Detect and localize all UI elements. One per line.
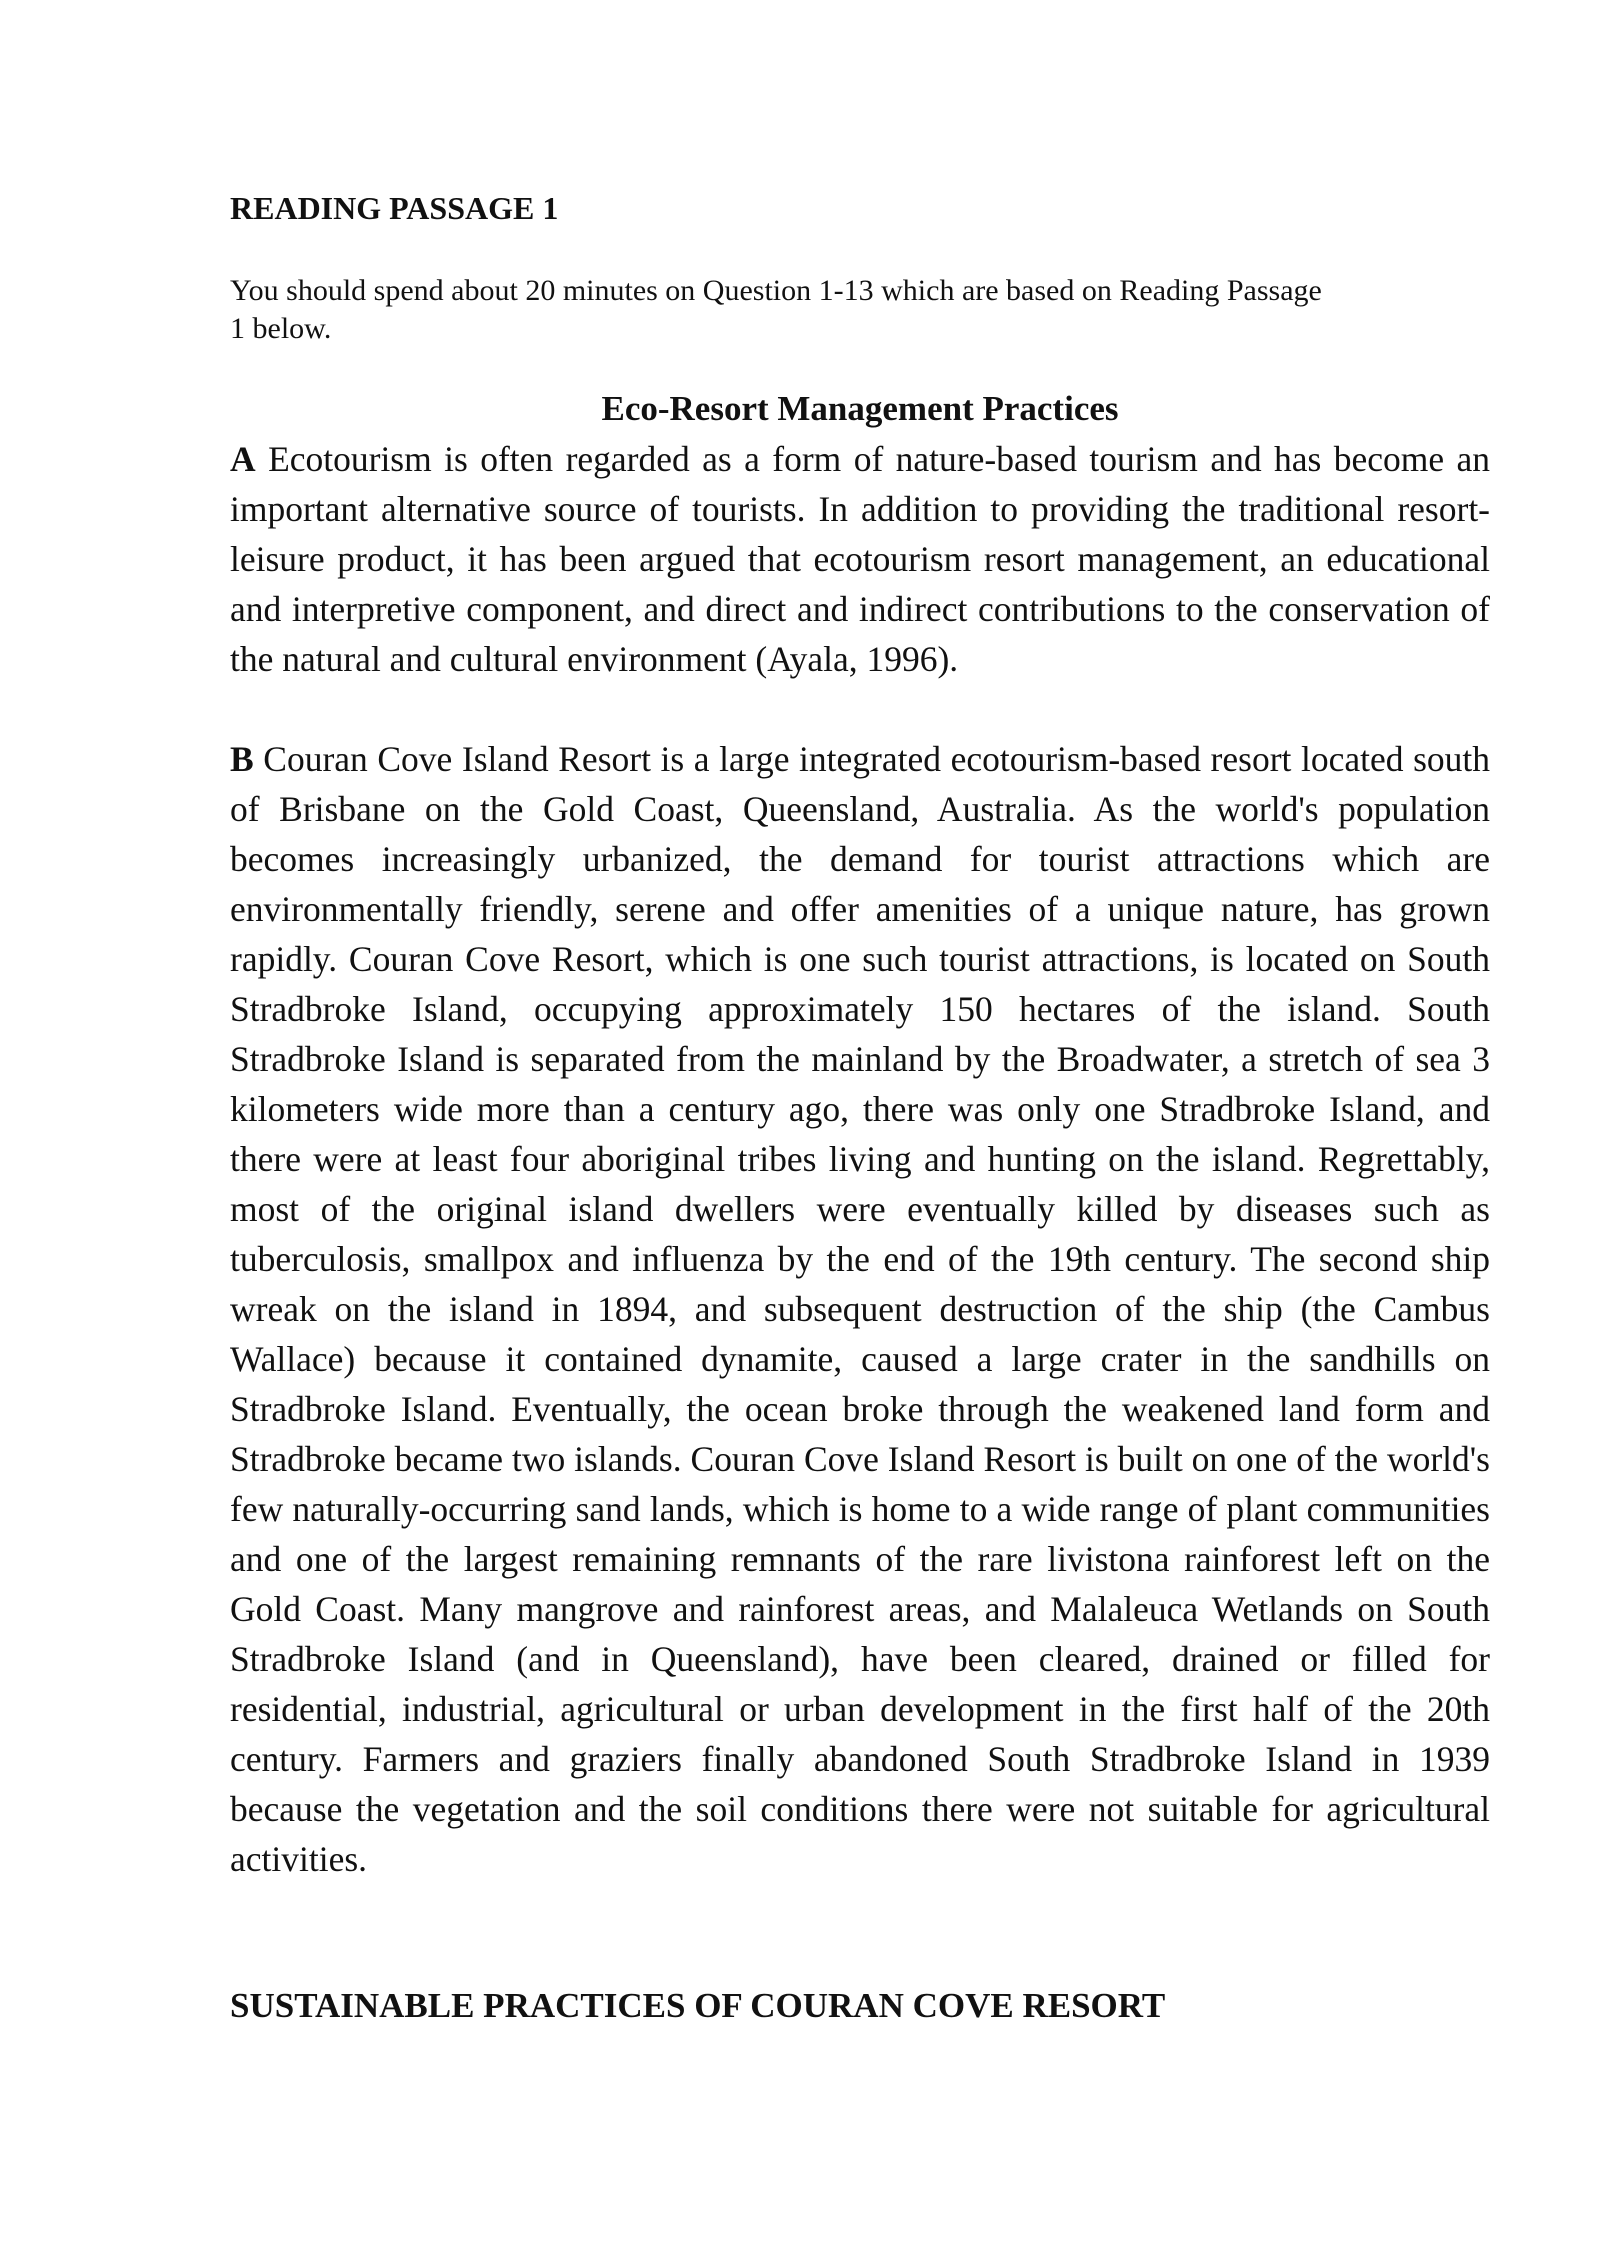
section-subheading: SUSTAINABLE PRACTICES OF COURAN COVE RESORT [230,1986,1166,2025]
paragraph-text: Couran Cove Island Resort is a large integrated ecotourism-based resort located south of Brisbane on the Gold Coast, Queensland, Australia. As the world's population becomes increasingly urbanized, the demand for tourist attractions which are environmentally friendly, serene and offer amenities of a unique nature, has grown rapidly. Couran Cove Resort, which is one such tourist attractions, is located on South Stradbroke Island, occupying approximately 150 hectares of the island. South Stradbroke Island is separated from the mainland by the Broadwater, a stretch of sea 3 kilometers wide more than a century ago, there was only one Stradbroke Island, and there were at least four aboriginal tribes living and hunting on the island. Regrettably, most of the original island dwellers were eventually killed by diseases such as tuberculosis, smallpox and influenza by the end of the 19th century. The second ship wreak on the island in 1894, and subsequent destruction of the ship (the Cambus Wallace) because it contained dynamite, caused a large crater in the sandhills on Stradbroke Island. Eventually, the ocean broke through the weakened land form and Stradbroke became two islands. Couran Cove Island Resort is built on one of the world's few naturally-occurring sand lands, which is home to a wide range of plant communities and one of the largest remaining remnants of the rare livistona rainforest left on the Gold Coast. Many mangrove and rainforest areas, and Malaleuca Wetlands on South Stradbroke Island (and in Queensland), have been cleared, drained or filled for residential, industrial, agricultural or urban development in the first half of the 20th century. Farmers and graziers finally abandoned South Stradbroke Island in 1939 because the vegetation and the soil conditions there were not suitable for agricultural activities. [230,739,1490,1879]
paragraph-letter: A [230,439,256,479]
paragraph-b [230,734,1490,1884]
paragraph-a [230,434,1490,684]
passage-title: Eco-Resort Management Practices [601,389,1119,428]
section-label: READING PASSAGE 1 [230,190,559,226]
instructions-text: You should spend about 20 minutes on Question 1-13 which are based on Reading Passage 1 below. [230,274,1322,345]
paragraph-text: Ecotourism is often regarded as a form of nature-based tourism and has become an important alternative source of tourists. In addition to providing the traditional resort-leisure product, it has been argued that ecotourism resort management, an educational and interpretive component, and direct and indirect contributions to the conservation of the natural and cultural environment (Ayala, 1996). [230,439,1491,679]
paragraph-letter: B [230,739,254,779]
